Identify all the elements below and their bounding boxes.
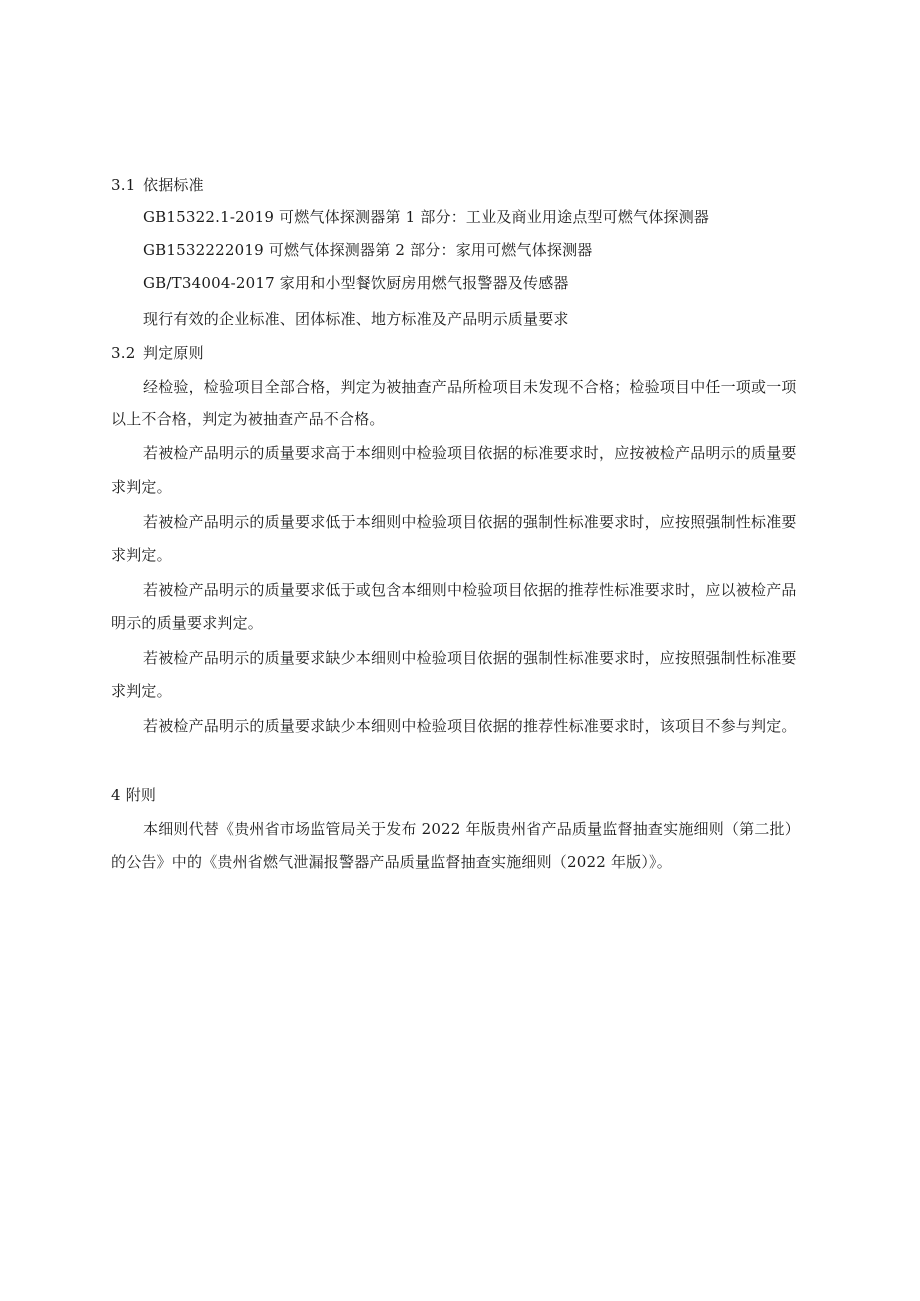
standard-item: 现行有效的企业标准、团体标准、地方标准及产品明示质量要求 (143, 310, 569, 328)
paragraph-line: 若被检产品明示的质量要求缺少本细则中检验项目依据的强制性标准要求时，应按照强制性标准要 (143, 649, 797, 667)
section-3-1-number: 3.1 (111, 176, 136, 194)
paragraph-line: 的公告》中的《贵州省燃气泄漏报警器产品质量监督抽查实施细则（2022 年版）》。 (111, 853, 672, 871)
paragraph-line: 经检验，检验项目全部合格，判定为被抽查产品所检项目未发现不合格；检验项目中任一项或一项 (143, 378, 797, 396)
section-3-2-title: 判定原则 (143, 344, 204, 362)
paragraph-line: 若被检产品明示的质量要求缺少本细则中检验项目依据的推荐性标准要求时，该项目不参与判定。 (143, 717, 797, 735)
paragraph-line: 求判定。 (111, 546, 172, 564)
paragraph-line: 若被检产品明示的质量要求低于或包含本细则中检验项目依据的推荐性标准要求时，应以被检产品 (143, 581, 797, 599)
section-3-2-number: 3.2 (111, 344, 136, 362)
paragraph-line: 求判定。 (111, 478, 172, 496)
standard-item: GB/T34004-2017 家用和小型餐饮厨房用燃气报警器及传感器 (143, 274, 569, 292)
paragraph-line: 以上不合格，判定为被抽查产品不合格。 (111, 410, 385, 428)
section-4-heading: 4 附则 (111, 786, 157, 804)
paragraph-line: 若被检产品明示的质量要求高于本细则中检验项目依据的标准要求时，应按被检产品明示的质量要 (143, 444, 797, 462)
paragraph-line: 明示的质量要求判定。 (111, 614, 264, 632)
paragraph-line: 求判定。 (111, 682, 172, 700)
section-3-1-heading (111, 175, 204, 195)
paragraph-line: 本细则代替《贵州省市场监管局关于发布 2022 年版贵州省产品质量监督抽查实施细则（第二批） (143, 820, 800, 838)
standard-item: GB15322.1-2019 可燃气体探测器第 1 部分：工业及商业用途点型可燃气体探测器 (143, 208, 710, 226)
paragraph-line: 若被检产品明示的质量要求低于本细则中检验项目依据的强制性标准要求时，应按照强制性标准要 (143, 513, 797, 531)
section-3-2-heading (111, 343, 204, 363)
standard-item: GB1532222019 可燃气体探测器第 2 部分：家用可燃气体探测器 (143, 241, 593, 259)
section-3-1-title: 依据标准 (143, 176, 204, 194)
